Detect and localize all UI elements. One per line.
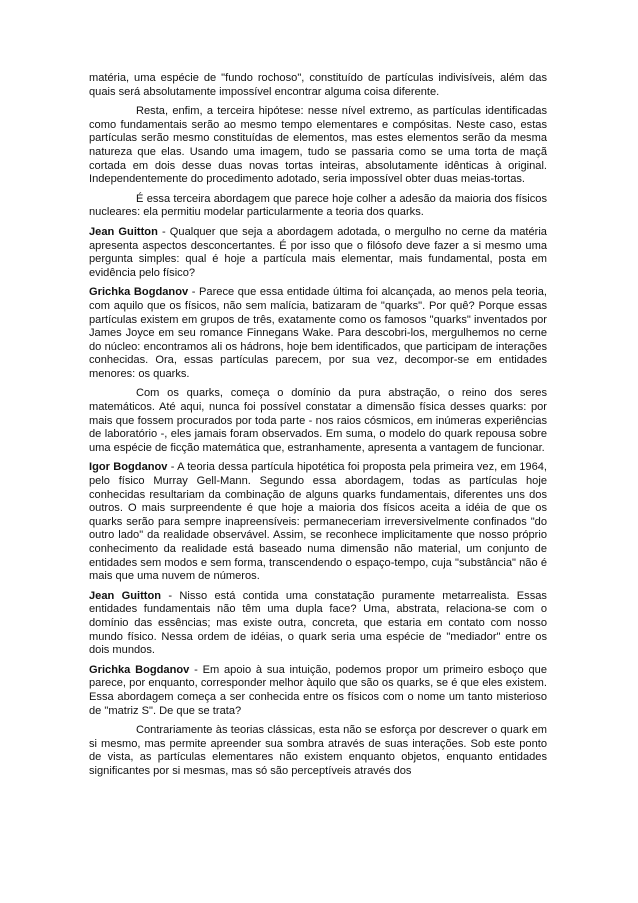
paragraph-7: [89, 461, 547, 583]
paragraph-9: [89, 664, 547, 718]
paragraph-text: - A teoria dessa partícula hipotética foi proposta pela primeira vez, em 1964, pelo físico Murray Gell-Mann. Segundo essa abordagem, todas as partículas hoje conhecidas resultariam da combinação de alguns quarks fundamentais, diferentes uns dos outros. O mais surpreendente é que hoje a maioria dos físicos aceita a idéia de que os quarks serão para sempre inapreensíveis: permaneceriam irreversivelmente confinados "do outro lado" da realidade observável. Assim, se reconhece implicitamente que nosso próprio conhecimento da realidade está baseado numa dimensão não material, um conjunto de entidades sem modos e sem forma, transcendendo o espaço-tempo, cuja "substância" não é mais que uma nuvem de números.: [89, 461, 547, 583]
speaker-name: Grichka Bogdanov: [89, 286, 189, 299]
paragraph-text: - Nisso está contida uma constatação puramente metarrealista. Essas entidades fundamentais não têm uma dupla face? Uma, abstrata, relaciona-se com o domínio das essências; mas existe outra, concreta, que estaria em contato com nosso mundo físico. Nessa ordem de idéias, o quark seria uma espécie de "mediador" entre os dois mundos.: [89, 589, 547, 657]
paragraph-10: [89, 724, 547, 778]
paragraph-2: [89, 105, 547, 187]
paragraph-4: [89, 226, 547, 280]
speaker-name: Jean Guitton: [89, 589, 162, 602]
paragraph-text: Resta, enfim, a terceira hipótese: nesse nível extremo, as partículas identificadas como fundamentais serão ao mesmo tempo elementares e compósitas. Neste caso, estas partículas serão mesmo constituídas de elementos, mas estes elementos serão da mesma natureza que elas. Usando uma imagem, tudo se passaria como se uma torta de maçã cortada em dois desse duas novas tortas inteiras, absolutamente idênticas à original. Independentemente do procedimento adotado, seria impossível obter duas meias-tortas.: [89, 105, 547, 186]
paragraph-text: É essa terceira abordagem que parece hoje colher a adesão da maioria dos físicos nucleares: ela permitiu modelar particularmente a teoria dos quarks.: [89, 192, 547, 219]
speaker-name: Grichka Bogdanov: [89, 663, 190, 676]
paragraph-text: matéria, uma espécie de "fundo rochoso", constituído de partículas indivisíveis, além das quais será absolutamente impossível encontrar alguma coisa diferente.: [89, 72, 547, 98]
paragraph-text: Com os quarks, começa o domínio da pura abstração, o reino dos seres matemáticos. Até aqui, nunca foi possível constatar a dimensão física desses quarks: por mais que fossem procurados por toda parte - nos raios cósmicos, em inúmeras experiências de laboratório -, eles jamais foram observados. Em suma, o modelo do quark repousa sobre uma espécie de ficção matemática que, estranhamente, apresenta a vantagem de funcionar.: [89, 387, 547, 454]
paragraph-text: - Qualquer que seja a abordagem adotada, o mergulho no cerne da matéria apresenta aspectos desconcertantes. É por isso que o filósofo deve fazer a si mesmo uma pergunta simples: qual é hoje a partícula mais elementar, mais fundamental, posta em evidência pelo físico?: [89, 225, 547, 279]
paragraph-1: [89, 72, 547, 99]
document-page: [89, 72, 547, 785]
speaker-name: Igor Bogdanov: [89, 461, 168, 474]
paragraph-text: Contrariamente às teorias clássicas, esta não se esforça por descrever o quark em si mesmo, mas permite apreender sua sombra através de suas interações. Sob este ponto de vista, as partículas elementares não existem enquanto objetos, enquanto entidades significantes por si mesmas, mas só são perceptíveis através dos: [89, 724, 547, 777]
paragraph-8: [89, 590, 547, 658]
paragraph-3: [89, 193, 547, 220]
speaker-name: Jean Guitton: [89, 225, 158, 238]
paragraph-5: [89, 286, 547, 381]
paragraph-6: [89, 387, 547, 455]
paragraph-text: - Parece que essa entidade última foi alcançada, ao menos pela teoria, com aquilo que os físicos, não sem malícia, batizaram de "quarks". Por quê? Porque essas partículas existem em grupos de três, exatamente como os famosos "quarks" inventados por James Joyce em seu romance Finnegans Wake. Para descobri-los, mergulhemos no cerne do núcleo: encontramos ali os hádrons, hoje bem identificados, que participam de interações conhecidas. Ora, essas partículas parecem, por sua vez, decompor-se em entidades menores: os quarks.: [89, 286, 547, 380]
paragraph-text: - Em apoio à sua intuição, podemos propor um primeiro esboço que parece, por enquanto, corresponder melhor àquilo que são os quarks, se é que eles existem. Essa abordagem começa a ser conhecida entre os físicos com o nome um tanto misterioso de "matriz S". De que se trata?: [89, 663, 547, 717]
